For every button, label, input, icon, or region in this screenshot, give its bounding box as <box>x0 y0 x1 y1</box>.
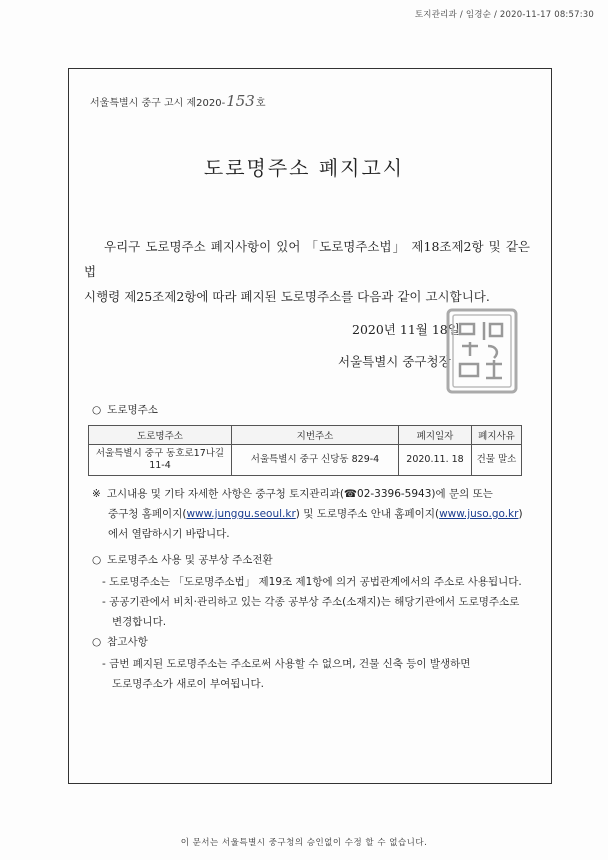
juso-homepage-link[interactable]: www.juso.go.kr <box>439 508 519 520</box>
note-text: 고시내용 및 기타 자세한 사항은 중구청 토지관리과(☎02-3396-5943)에 문의 또는 <box>106 488 493 500</box>
list-item: - 도로명주소는 「도로명주소법」 제19조 제1항에 의거 공법관계에서의 주소로 사용됩니다. <box>102 576 522 588</box>
road-address-cell <box>89 445 232 476</box>
list-item-continuation: 변경합니다. <box>112 616 167 628</box>
section-heading: 참고사항 <box>107 636 148 648</box>
section-heading: 도로명주소 <box>107 404 158 416</box>
abolished-address-table <box>88 425 522 476</box>
note-line-1 <box>92 484 532 504</box>
reference-items <box>102 654 538 694</box>
section-marker: ○ <box>92 554 102 566</box>
abolish-reason-cell: 건물 말소 <box>472 445 522 476</box>
abolish-date-cell: 2020.11. 18 <box>399 445 472 476</box>
page-title: 도로명주소 폐지고시 <box>203 156 405 180</box>
section-address-conversion <box>92 552 273 567</box>
list-item: - 공공기관에서 비치·관리하고 있는 각종 공부상 주소(소재지)는 해당기관에서 도로명주소로 <box>102 596 520 608</box>
body-line-1: 우리구 도로명주소 폐지사항이 있어 「도로명주소법」 제18조제2항 및 같은 법 <box>84 239 530 279</box>
notice-number <box>90 92 266 110</box>
jibun-address-cell: 서울특별시 중구 신당동 829-4 <box>232 445 399 476</box>
document-footer: 이 문서는 서울특별시 중구청의 승인없이 수정 할 수 없습니다. <box>180 838 428 848</box>
note-text: ) 및 도로명주소 안내 홈페이지( <box>295 508 440 520</box>
section-road-address <box>92 402 158 417</box>
road-address-line: 11-4 <box>149 460 171 471</box>
note-text: ) <box>518 508 523 520</box>
note-block <box>92 484 532 544</box>
notice-suffix: 호 <box>255 98 266 109</box>
note-line-2 <box>92 504 532 524</box>
section-heading: 도로명주소 사용 및 공부상 주소전환 <box>107 554 273 566</box>
note-line-3: 에서 열람하시기 바랍니다. <box>108 528 230 540</box>
table-header-row <box>89 426 522 445</box>
section-references <box>92 634 148 649</box>
column-header: 도로명주소 <box>89 426 232 445</box>
road-address-line: 서울특별시 중구 동호로17나길 <box>95 448 225 459</box>
note-text: 중구청 홈페이지( <box>108 508 187 520</box>
list-item-continuation: 도로명주소가 새로이 부여됩니다. <box>112 678 265 690</box>
official-seal-icon <box>444 306 520 396</box>
note-marker: ※ <box>92 488 101 500</box>
section-marker: ○ <box>92 636 102 648</box>
notice-handwritten-number: 153 <box>226 92 255 110</box>
document-header-stamp: 토지관리과 / 임경순 / 2020-11-17 08:57:30 <box>414 10 594 20</box>
column-header: 폐지사유 <box>472 426 522 445</box>
notice-prefix: 서울특별시 중구 고시 제2020- <box>90 98 226 109</box>
issuer-name: 서울특별시 중구청장 <box>338 354 451 369</box>
column-header: 폐지일자 <box>399 426 472 445</box>
column-header: 지번주소 <box>232 426 399 445</box>
body-line-2: 시행령 제25조제2항에 따라 폐지된 도로명주소를 다음과 같이 고시합니다. <box>84 289 490 304</box>
address-conversion-items <box>102 572 538 632</box>
table-row <box>89 445 522 476</box>
list-item: - 금번 폐지된 도로명주소는 주소로써 사용할 수 없으며, 건물 신축 등이 발생하면 <box>102 658 471 670</box>
junggu-homepage-link[interactable]: www.junggu.seoul.kr <box>186 508 296 520</box>
notice-date: 2020년 11월 18일 <box>352 322 460 337</box>
section-marker: ○ <box>92 404 102 416</box>
notice-body <box>84 234 530 309</box>
